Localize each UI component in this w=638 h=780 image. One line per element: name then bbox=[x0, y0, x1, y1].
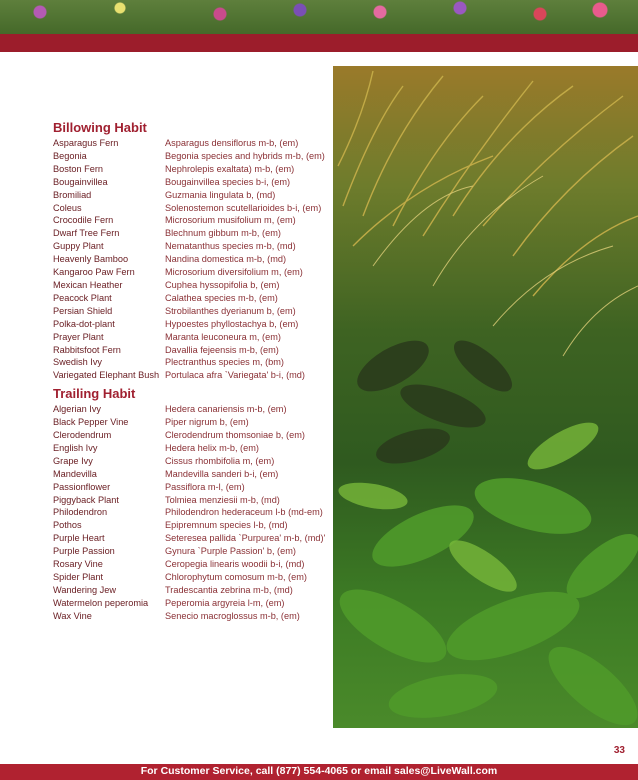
common-name: Spider Plant bbox=[53, 572, 104, 582]
footer-contact-text: For Customer Service, call (877) 554-4065 or email sales@LiveWall.com bbox=[140, 765, 498, 777]
list-item bbox=[53, 442, 333, 455]
common-name: Bougainvillea bbox=[53, 176, 108, 187]
common-name: Piggyback Plant bbox=[53, 494, 119, 505]
scientific-name: Maranta leuconeura m, (em) bbox=[165, 331, 281, 342]
scientific-name: Senecio macroglossus m-b, (em) bbox=[165, 610, 300, 621]
scientific-name: Davallia fejeensis m-b, (em) bbox=[165, 344, 279, 355]
list-item bbox=[53, 519, 333, 532]
billowing-rows bbox=[53, 137, 333, 382]
list-item bbox=[53, 455, 333, 468]
list-item bbox=[53, 266, 333, 279]
section-title-billowing: Billowing Habit bbox=[53, 120, 147, 135]
list-item bbox=[53, 253, 333, 266]
list-item bbox=[53, 279, 333, 292]
section-title-trailing: Trailing Habit bbox=[53, 386, 136, 402]
scientific-name: Microsorium diversifolium m, (em) bbox=[165, 267, 303, 278]
list-item bbox=[53, 344, 333, 357]
list-item bbox=[53, 240, 333, 253]
common-name: Wandering Jew bbox=[53, 584, 116, 595]
scientific-name: Peperomia argyreia l-m, (em) bbox=[165, 597, 285, 608]
list-item bbox=[53, 429, 333, 442]
common-name: Rosary Vine bbox=[53, 559, 103, 570]
scientific-name: Hedera helix m-b, (em) bbox=[165, 442, 259, 453]
scientific-name: Hypoestes phyllostachya b, (em) bbox=[165, 318, 299, 329]
list-item bbox=[53, 227, 333, 240]
scientific-name: Seteresea pallida `Purpurea' m-b, (md)' bbox=[165, 533, 326, 544]
scientific-name: Hedera canariensis m-b, (em) bbox=[165, 404, 287, 415]
common-name: Watermelon peperomia bbox=[53, 597, 149, 608]
living-wall-photo bbox=[333, 66, 638, 728]
common-name: Wax Vine bbox=[53, 610, 92, 621]
list-item bbox=[53, 506, 333, 519]
common-name: Polka-dot-plant bbox=[53, 318, 115, 329]
common-name: Rabbitsfoot Fern bbox=[53, 344, 121, 355]
scientific-name: Passiflora m-l, (em) bbox=[165, 481, 245, 492]
list-item bbox=[53, 532, 333, 545]
list-item bbox=[53, 292, 333, 305]
common-name: Swedish Ivy bbox=[53, 357, 103, 368]
scientific-name: Tolmiea menziesii m-b, (md) bbox=[165, 494, 280, 505]
list-item bbox=[53, 331, 333, 344]
scientific-name: Chlorophytum comosum m-b, (em) bbox=[165, 572, 307, 582]
scientific-name: Calathea species m-b, (em) bbox=[165, 292, 278, 303]
list-item bbox=[53, 558, 333, 571]
billowing-section bbox=[53, 120, 333, 382]
scientific-name: Strobilanthes dyerianum b, (em) bbox=[165, 305, 296, 316]
list-item bbox=[53, 369, 333, 382]
list-item bbox=[53, 597, 333, 610]
common-name: Kangaroo Paw Fern bbox=[53, 267, 135, 278]
common-name: Mandevilla bbox=[53, 468, 97, 479]
trailing-section bbox=[53, 386, 333, 622]
common-name: Grape Ivy bbox=[53, 455, 93, 466]
common-name: Coleus bbox=[53, 202, 82, 213]
list-item bbox=[53, 545, 333, 558]
scientific-name: Solenostemon scutellarioides b-i, (em) bbox=[165, 202, 322, 213]
common-name: Boston Fern bbox=[53, 163, 104, 174]
common-name: Passionflower bbox=[53, 481, 111, 492]
list-item bbox=[53, 356, 333, 369]
common-name: Dwarf Tree Fern bbox=[53, 228, 120, 239]
plant-list bbox=[53, 120, 333, 623]
list-item bbox=[53, 318, 333, 331]
list-item bbox=[53, 305, 333, 318]
list-item bbox=[53, 610, 333, 623]
common-name: English Ivy bbox=[53, 442, 98, 453]
list-item bbox=[53, 137, 333, 150]
common-name: Pothos bbox=[53, 520, 82, 531]
common-name: Philodendron bbox=[53, 507, 108, 518]
scientific-name: Tradescantia zebrina m-b, (md) bbox=[165, 584, 293, 595]
common-name: Guppy Plant bbox=[53, 241, 104, 252]
scientific-name: Begonia species and hybrids m-b, (em) bbox=[165, 150, 325, 161]
scientific-name: Portulaca afra `Variegata' b-i, (md) bbox=[165, 370, 305, 381]
list-item bbox=[53, 176, 333, 189]
scientific-name: Plectranthus species m, (bm) bbox=[165, 357, 284, 368]
scientific-name: Mandevilla sanderi b-i, (em) bbox=[165, 468, 279, 479]
list-item bbox=[53, 481, 333, 494]
trailing-rows bbox=[53, 403, 333, 622]
common-name: Peacock Plant bbox=[53, 292, 112, 303]
scientific-name: Guzmania lingulata b, (md) bbox=[165, 189, 276, 200]
list-item bbox=[53, 189, 333, 202]
common-name: Crocodile Fern bbox=[53, 215, 114, 226]
list-item bbox=[53, 468, 333, 481]
scientific-name: Cuphea hyssopifolia b, (em) bbox=[165, 279, 280, 290]
list-item bbox=[53, 403, 333, 416]
scientific-name: Cissus rhombifolia m, (em) bbox=[165, 455, 275, 466]
scientific-name: Gynura `Purple Passion' b, (em) bbox=[165, 546, 296, 557]
list-item bbox=[53, 584, 333, 597]
header-bar bbox=[0, 34, 638, 52]
common-name: Asparagus Fern bbox=[53, 138, 119, 148]
scientific-name: Microsorium musifolium m, (em) bbox=[165, 215, 296, 226]
common-name: Algerian Ivy bbox=[53, 404, 102, 415]
list-item bbox=[53, 494, 333, 507]
common-name: Heavenly Bamboo bbox=[53, 254, 129, 265]
list-item bbox=[53, 202, 333, 215]
common-name: Prayer Plant bbox=[53, 331, 104, 342]
scientific-name: Ceropegia linearis woodii b-i, (md) bbox=[165, 559, 305, 570]
common-name: Variegated Elephant Bush bbox=[53, 370, 160, 381]
list-item bbox=[53, 150, 333, 163]
scientific-name: Clerodendrum thomsoniae b, (em) bbox=[165, 430, 305, 441]
list-item bbox=[53, 416, 333, 429]
scientific-name: Piper nigrum b, (em) bbox=[165, 417, 249, 428]
page-number: 33 bbox=[613, 745, 625, 756]
common-name: Mexican Heather bbox=[53, 279, 123, 290]
scientific-name: Blechnum gibbum m-b, (em) bbox=[165, 228, 281, 239]
list-item bbox=[53, 163, 333, 176]
common-name: Clerodendrum bbox=[53, 430, 112, 441]
scientific-name: Nandina domestica m-b, (md) bbox=[165, 254, 287, 265]
scientific-name: Nephrolepis exaltata) m-b, (em) bbox=[165, 163, 295, 174]
common-name: Begonia bbox=[53, 150, 87, 161]
scientific-name: Bougainvillea species b-i, (em) bbox=[165, 176, 291, 187]
common-name: Persian Shield bbox=[53, 305, 113, 316]
list-item bbox=[53, 571, 333, 584]
footer-bar bbox=[0, 764, 638, 780]
scientific-name: Nematanthus species m-b, (md) bbox=[165, 241, 296, 252]
common-name: Purple Passion bbox=[53, 546, 115, 557]
common-name: Bromiliad bbox=[53, 189, 92, 200]
scientific-name: Philodendron hederaceum l-b (md-em) bbox=[165, 507, 323, 518]
common-name: Black Pepper Vine bbox=[53, 417, 129, 428]
list-item bbox=[53, 214, 333, 227]
common-name: Purple Heart bbox=[53, 533, 105, 544]
scientific-name: Asparagus densiflorus m-b, (em) bbox=[165, 138, 299, 148]
scientific-name: Epipremnum species l-b, (md) bbox=[165, 520, 288, 531]
